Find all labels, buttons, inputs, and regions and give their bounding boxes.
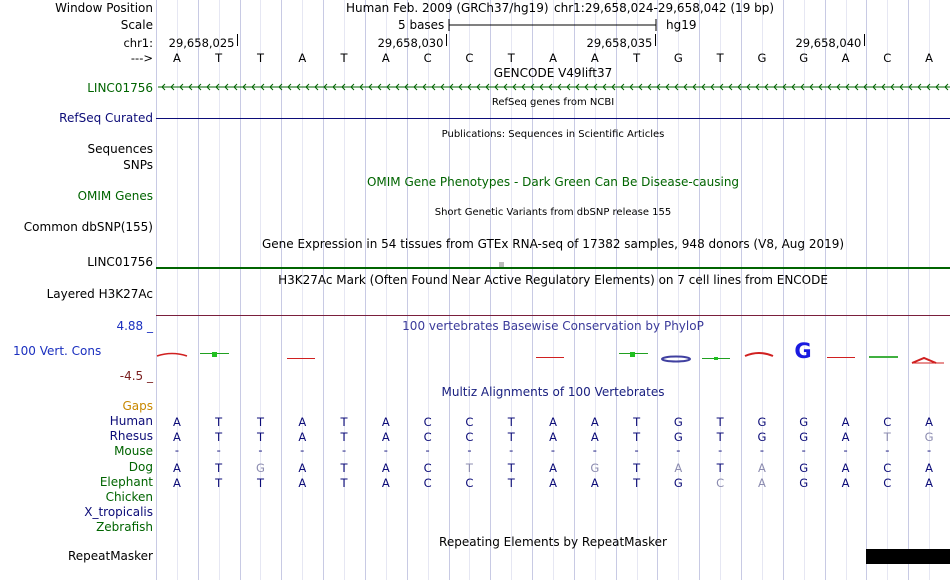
phylop-track-label[interactable]: 100 Vert. Cons [13, 344, 102, 358]
gtex-marker [499, 262, 504, 267]
alignment-base: T [256, 475, 264, 490]
alignment-base: A [590, 415, 599, 429]
species-label-human: Human [109, 414, 153, 428]
scale-bar [448, 17, 660, 33]
ruler-coordinate: 29,658,035 [586, 36, 653, 50]
alignment-base: A [172, 415, 181, 429]
strand-arrow-label: ---> [130, 51, 153, 65]
alignment-base: T [256, 415, 264, 429]
species-label-rhesus: Rhesus [109, 429, 153, 444]
window-position-label: Window Position [55, 1, 153, 15]
dna-base: T [507, 51, 515, 65]
dna-base: C [465, 51, 474, 65]
alignment-base: T [883, 430, 891, 445]
species-label-chicken: Chicken [105, 490, 153, 504]
dna-base: G [757, 51, 767, 65]
alignment-base: A [925, 415, 934, 429]
dbsnp-track-title[interactable]: Short Genetic Variants from dbSNP release 155 [434, 207, 672, 218]
dna-base: A [590, 51, 599, 65]
alignment-base: A [549, 460, 557, 475]
ruler-coordinate: 29,658,025 [168, 36, 235, 50]
sequences-track-label[interactable]: Sequences [87, 142, 153, 156]
h3k27ac-track-title[interactable]: H3K27Ac Mark (Often Found Near Active Regulatory Elements) on 7 cell lines from ENCODE [278, 273, 828, 287]
gtex-gene-label[interactable]: LINC01756 [87, 255, 153, 269]
alignment-base: C [423, 415, 432, 429]
multiz-track-title[interactable]: Multiz Alignments of 100 Vertebrates [441, 385, 665, 399]
alignment-base: C [423, 430, 432, 445]
assembly-name: Human Feb. 2009 (GRCh37/hg19) [346, 1, 549, 15]
ruler-tick [655, 34, 656, 46]
alignment-base: G [799, 430, 809, 445]
h3k27ac-baseline [156, 315, 950, 316]
dna-base: T [340, 51, 348, 65]
alignment-base: T [340, 415, 348, 429]
alignment-base: G [799, 415, 809, 429]
alignment-base: C [883, 415, 892, 429]
alignment-base: A [172, 460, 181, 475]
alignment-base: - [300, 443, 305, 458]
window-position-value: chr1:29,658,024-29,658,042 (19 bp) [554, 1, 775, 15]
alignment-base: - [801, 443, 806, 458]
alignment-base: C [465, 430, 474, 445]
coordinate-ruler [156, 34, 950, 48]
alignment-base: T [633, 460, 641, 475]
alignment-base: C [465, 475, 474, 490]
alignment-base: - [634, 443, 639, 458]
alignment-base: T [215, 460, 223, 475]
dna-base: T [633, 51, 641, 65]
snps-track-label[interactable]: SNPs [123, 158, 153, 172]
alignment-base: T [507, 430, 515, 445]
alignment-base: C [883, 475, 892, 490]
alignment-base: - [341, 443, 347, 458]
omim-track-title[interactable]: OMIM Gene Phenotypes - Dark Green Can Be Disease-causing [366, 175, 740, 189]
alignment-base: - [885, 443, 890, 458]
alignment-base: A [841, 475, 850, 490]
alignment-base: - [383, 443, 388, 458]
chrom-label: chr1: [123, 36, 153, 50]
repeatmasker-element[interactable] [866, 549, 950, 564]
alignment-base: C [716, 475, 725, 490]
alignment-base: T [340, 460, 348, 475]
ruler-tick [237, 34, 238, 46]
refseq-gene-line[interactable] [156, 118, 950, 119]
ruler-tick [864, 34, 865, 46]
gencode-gene-feature[interactable] [156, 82, 950, 92]
alignment-base: A [925, 475, 934, 490]
alignment-base: G [757, 430, 767, 445]
alignment-base: A [381, 475, 390, 490]
ruler-coordinate: 29,658,030 [377, 36, 444, 50]
repeatmasker-track-title[interactable]: Repeating Elements by RepeatMasker [439, 535, 667, 549]
alignment-base: A [172, 430, 181, 445]
alignment-base: G [590, 460, 600, 475]
alignment-base: C [423, 460, 432, 475]
alignment-base: C [465, 415, 474, 429]
alignment-base: - [425, 443, 430, 458]
gtex-gene-line[interactable] [156, 267, 950, 269]
alignment-base: A [590, 475, 599, 490]
alignment-base: - [759, 443, 765, 458]
dna-base: A [172, 51, 181, 65]
alignment-base: T [465, 460, 473, 475]
ruler-tick [446, 34, 447, 46]
alignment-base: A [841, 460, 850, 475]
dna-base: C [883, 51, 892, 65]
alignment-base: G [757, 415, 767, 429]
dna-base: A [925, 51, 934, 65]
dna-base: T [256, 51, 264, 65]
alignment-base: A [381, 415, 390, 429]
dna-base: C [423, 51, 432, 65]
alignment-base: - [216, 443, 221, 458]
dna-base: G [799, 51, 809, 65]
scale-value: 5 bases [398, 18, 445, 32]
repeatmasker-track-label[interactable]: RepeatMasker [67, 549, 153, 563]
alignment-base: - [509, 443, 514, 458]
alignment-base: T [215, 475, 223, 490]
alignment-base: - [467, 443, 472, 458]
alignment-base: G [673, 475, 683, 490]
alignment-base: T [507, 475, 515, 490]
gencode-track-title[interactable]: GENCODE V49lift37 [493, 66, 613, 80]
alignment-base: - [718, 443, 723, 458]
alignment-base: A [298, 430, 307, 445]
alignment-base: T [256, 430, 264, 445]
alignment-base: - [676, 443, 681, 458]
alignment-base: G [673, 415, 683, 429]
alignment-base: A [298, 415, 307, 429]
phylop-conservation-plot [156, 340, 950, 370]
alignment-base: C [883, 460, 892, 475]
alignment-base: T [340, 475, 348, 490]
alignment-base: A [758, 460, 766, 475]
alignment-base: A [925, 460, 934, 475]
alignment-base: C [423, 475, 432, 490]
alignment-base: - [550, 443, 556, 458]
alignment-base: A [298, 475, 307, 490]
refseq-track-label[interactable]: RefSeq Curated [59, 111, 153, 125]
alignment-base: - [592, 443, 597, 458]
species-label-mouse: Mouse [114, 444, 153, 459]
alignment-base: A [674, 460, 683, 475]
alignment-base: - [258, 443, 263, 458]
h3k27ac-track-label[interactable]: Layered H3K27Ac [46, 287, 153, 301]
alignment-base: G [924, 430, 934, 445]
omim-track-label[interactable]: OMIM Genes [77, 189, 153, 203]
alignment-base: A [381, 460, 390, 475]
alignment-base: - [927, 443, 932, 458]
alignment-base: A [841, 430, 850, 445]
alignment-base: T [716, 430, 724, 445]
alignment-base: T [716, 460, 724, 475]
gencode-gene-label[interactable]: LINC01756 [87, 81, 153, 95]
alignment-base: A [172, 475, 181, 490]
ruler-coordinate: 29,658,040 [795, 36, 862, 50]
alignment-base: T [215, 415, 223, 429]
dna-base: A [381, 51, 390, 65]
dna-base: A [841, 51, 850, 65]
species-label-dog: Dog [128, 459, 153, 474]
alignment-base: T [507, 460, 515, 475]
alignment-base: A [549, 430, 557, 445]
alignment-base: A [549, 415, 557, 429]
phylop-max-label: 4.88 _ [116, 319, 153, 333]
scale-label: Scale [120, 18, 153, 32]
phylop-logo-g: G [794, 340, 812, 363]
alignment-base: A [549, 475, 557, 490]
alignment-base: G [256, 460, 265, 475]
alignment-base: G [673, 430, 683, 445]
alignment-base: A [590, 430, 599, 445]
scale-db: hg19 [666, 18, 697, 32]
alignment-base: T [507, 415, 515, 429]
alignment-base: A [841, 415, 850, 429]
alignment-base: T [716, 415, 724, 429]
dna-base: A [298, 51, 307, 65]
species-label-x_tropicalis: X_tropicalis [84, 505, 153, 520]
dna-base: T [716, 51, 724, 65]
dna-base: G [673, 51, 683, 65]
alignment-base: T [215, 430, 223, 445]
alignment-base: A [298, 460, 307, 475]
dna-base-row [156, 51, 950, 65]
refseq-track-title[interactable]: RefSeq genes from NCBI [491, 97, 615, 108]
alignment-base: T [633, 475, 641, 490]
alignment-base: G [799, 460, 809, 475]
alignment-base: A [381, 430, 390, 445]
alignment-base: G [799, 475, 809, 490]
species-label-zebrafish: Zebrafish [96, 520, 153, 535]
gaps-label: Gaps [122, 399, 153, 413]
gtex-track-title[interactable]: Gene Expression in 54 tissues from GTEx RNA-seq of 17382 samples, 948 donors (V8, Aug 2019) [261, 237, 845, 251]
phylop-track-title[interactable]: 100 vertebrates Basewise Conservation by PhyloP [402, 319, 704, 333]
phylop-min-label: -4.5 _ [119, 369, 153, 383]
dna-base: T [215, 51, 223, 65]
alignment-base: A [758, 475, 766, 490]
species-label-elephant: Elephant [99, 474, 153, 489]
dna-base: A [549, 51, 557, 65]
dbsnp-track-label[interactable]: Common dbSNP(155) [23, 220, 153, 234]
alignment-base: - [843, 443, 848, 458]
alignment-base: T [340, 430, 348, 445]
alignment-base: T [633, 415, 641, 429]
publications-track-title[interactable]: Publications: Sequences in Scientific Articles [441, 129, 665, 140]
alignment-base: - [174, 443, 179, 458]
alignment-base: T [633, 430, 641, 445]
